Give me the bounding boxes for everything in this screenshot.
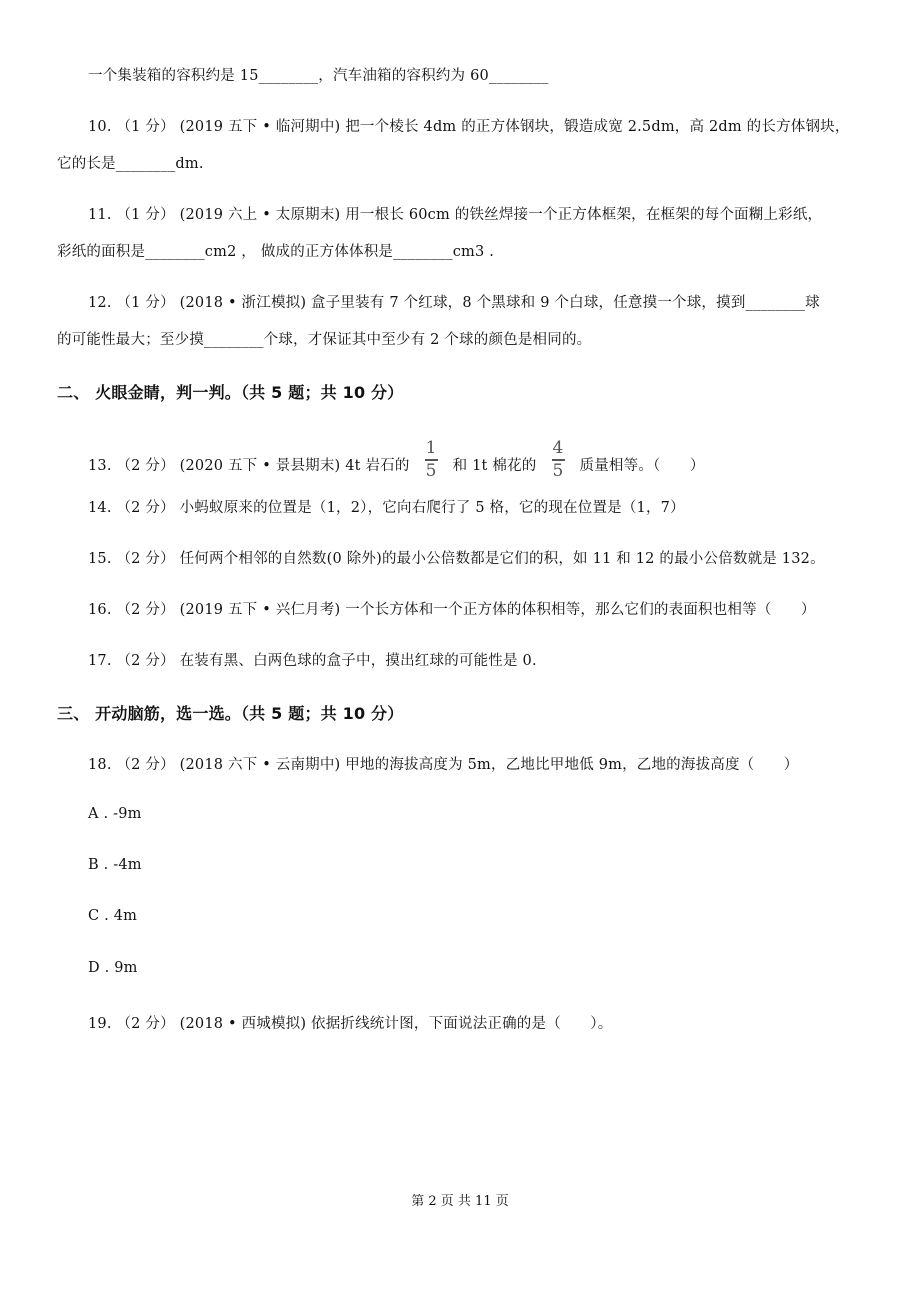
- q9-continuation: 一个集装箱的容积约是 15________，汽车油箱的容积约为 60________: [88, 68, 549, 84]
- q16: 16. （2 分） (2019 五下 • 兴仁月考) 一个长方体和一个正方体的体积相等，那么它们的表面积也相等（ ）: [88, 602, 816, 618]
- q18-option-d[interactable]: D . 9m: [88, 960, 138, 976]
- q11-line1: 11. （1 分） (2019 六上 • 太原期末) 用一根长 60cm 的铁丝焊接一个正方体框架，在框架的每个面糊上彩纸，: [88, 207, 823, 223]
- q18-stem: 18. （2 分） (2018 六下 • 云南期中) 甲地的海拔高度为 5m，乙地比甲地低 9m，乙地的海拔高度（ ）: [88, 757, 799, 773]
- q13-prefix: 13. （2 分） (2020 五下 • 景县期末) 4t 岩石的: [88, 457, 410, 474]
- q12-line2: 的可能性最大；至少摸________个球，才保证其中至少有 2 个球的颜色是相同的。: [57, 332, 592, 348]
- q11-line2: 彩纸的面积是________cm2 ， 做成的正方体体积是________cm3 .: [57, 244, 495, 260]
- q18-option-b[interactable]: B . -4m: [88, 857, 142, 873]
- q14: 14. （2 分） 小蚂蚁原来的位置是（1，2），它向右爬行了 5 格，它的现在位置是（1，7）: [88, 500, 685, 516]
- q19-stem: 19. （2 分） (2018 • 西城模拟) 依据折线统计图，下面说法正确的是（ ）。: [88, 1016, 613, 1032]
- q10-line2: 它的长是________dm.: [57, 156, 204, 172]
- q13-suffix: 质量相等。（ ）: [579, 457, 705, 474]
- q15: 15. （2 分） 任何两个相邻的自然数(0 除外)的最小公倍数都是它们的积，如 11 和 12 的最小公倍数就是 132。: [88, 551, 825, 567]
- section-2-title: 二、 火眼金睛，判一判。（共 5 题；共 10 分）: [57, 383, 404, 402]
- q13: [88, 438, 705, 486]
- q13-mid: 和 1t 棉花的: [452, 457, 537, 474]
- fraction-four-fifths: $\frac{4}{5}$: [552, 438, 564, 481]
- q17: 17. （2 分） 在装有黑、白两色球的盒子中，摸出红球的可能性是 0.: [88, 653, 537, 669]
- page-footer: 第 2 页 共 11 页: [411, 1194, 509, 1209]
- q12-line1: 12. （1 分） (2018 • 浙江模拟) 盒子里装有 7 个红球，8 个黑球和 9 个白球，任意摸一个球，摸到________球: [88, 295, 820, 311]
- q18-option-c[interactable]: C . 4m: [88, 908, 138, 924]
- q10-line1: 10. （1 分） (2019 五下 • 临河期中) 把一个棱长 4dm 的正方体钢块，锻造成宽 2.5dm，高 2dm 的长方体钢块，: [88, 119, 850, 135]
- section-3-title: 三、 开动脑筋，选一选。（共 5 题；共 10 分）: [57, 704, 404, 723]
- fraction-one-fifth: $\frac{1}{5}$: [425, 438, 437, 481]
- q18-option-a[interactable]: A . -9m: [88, 806, 142, 822]
